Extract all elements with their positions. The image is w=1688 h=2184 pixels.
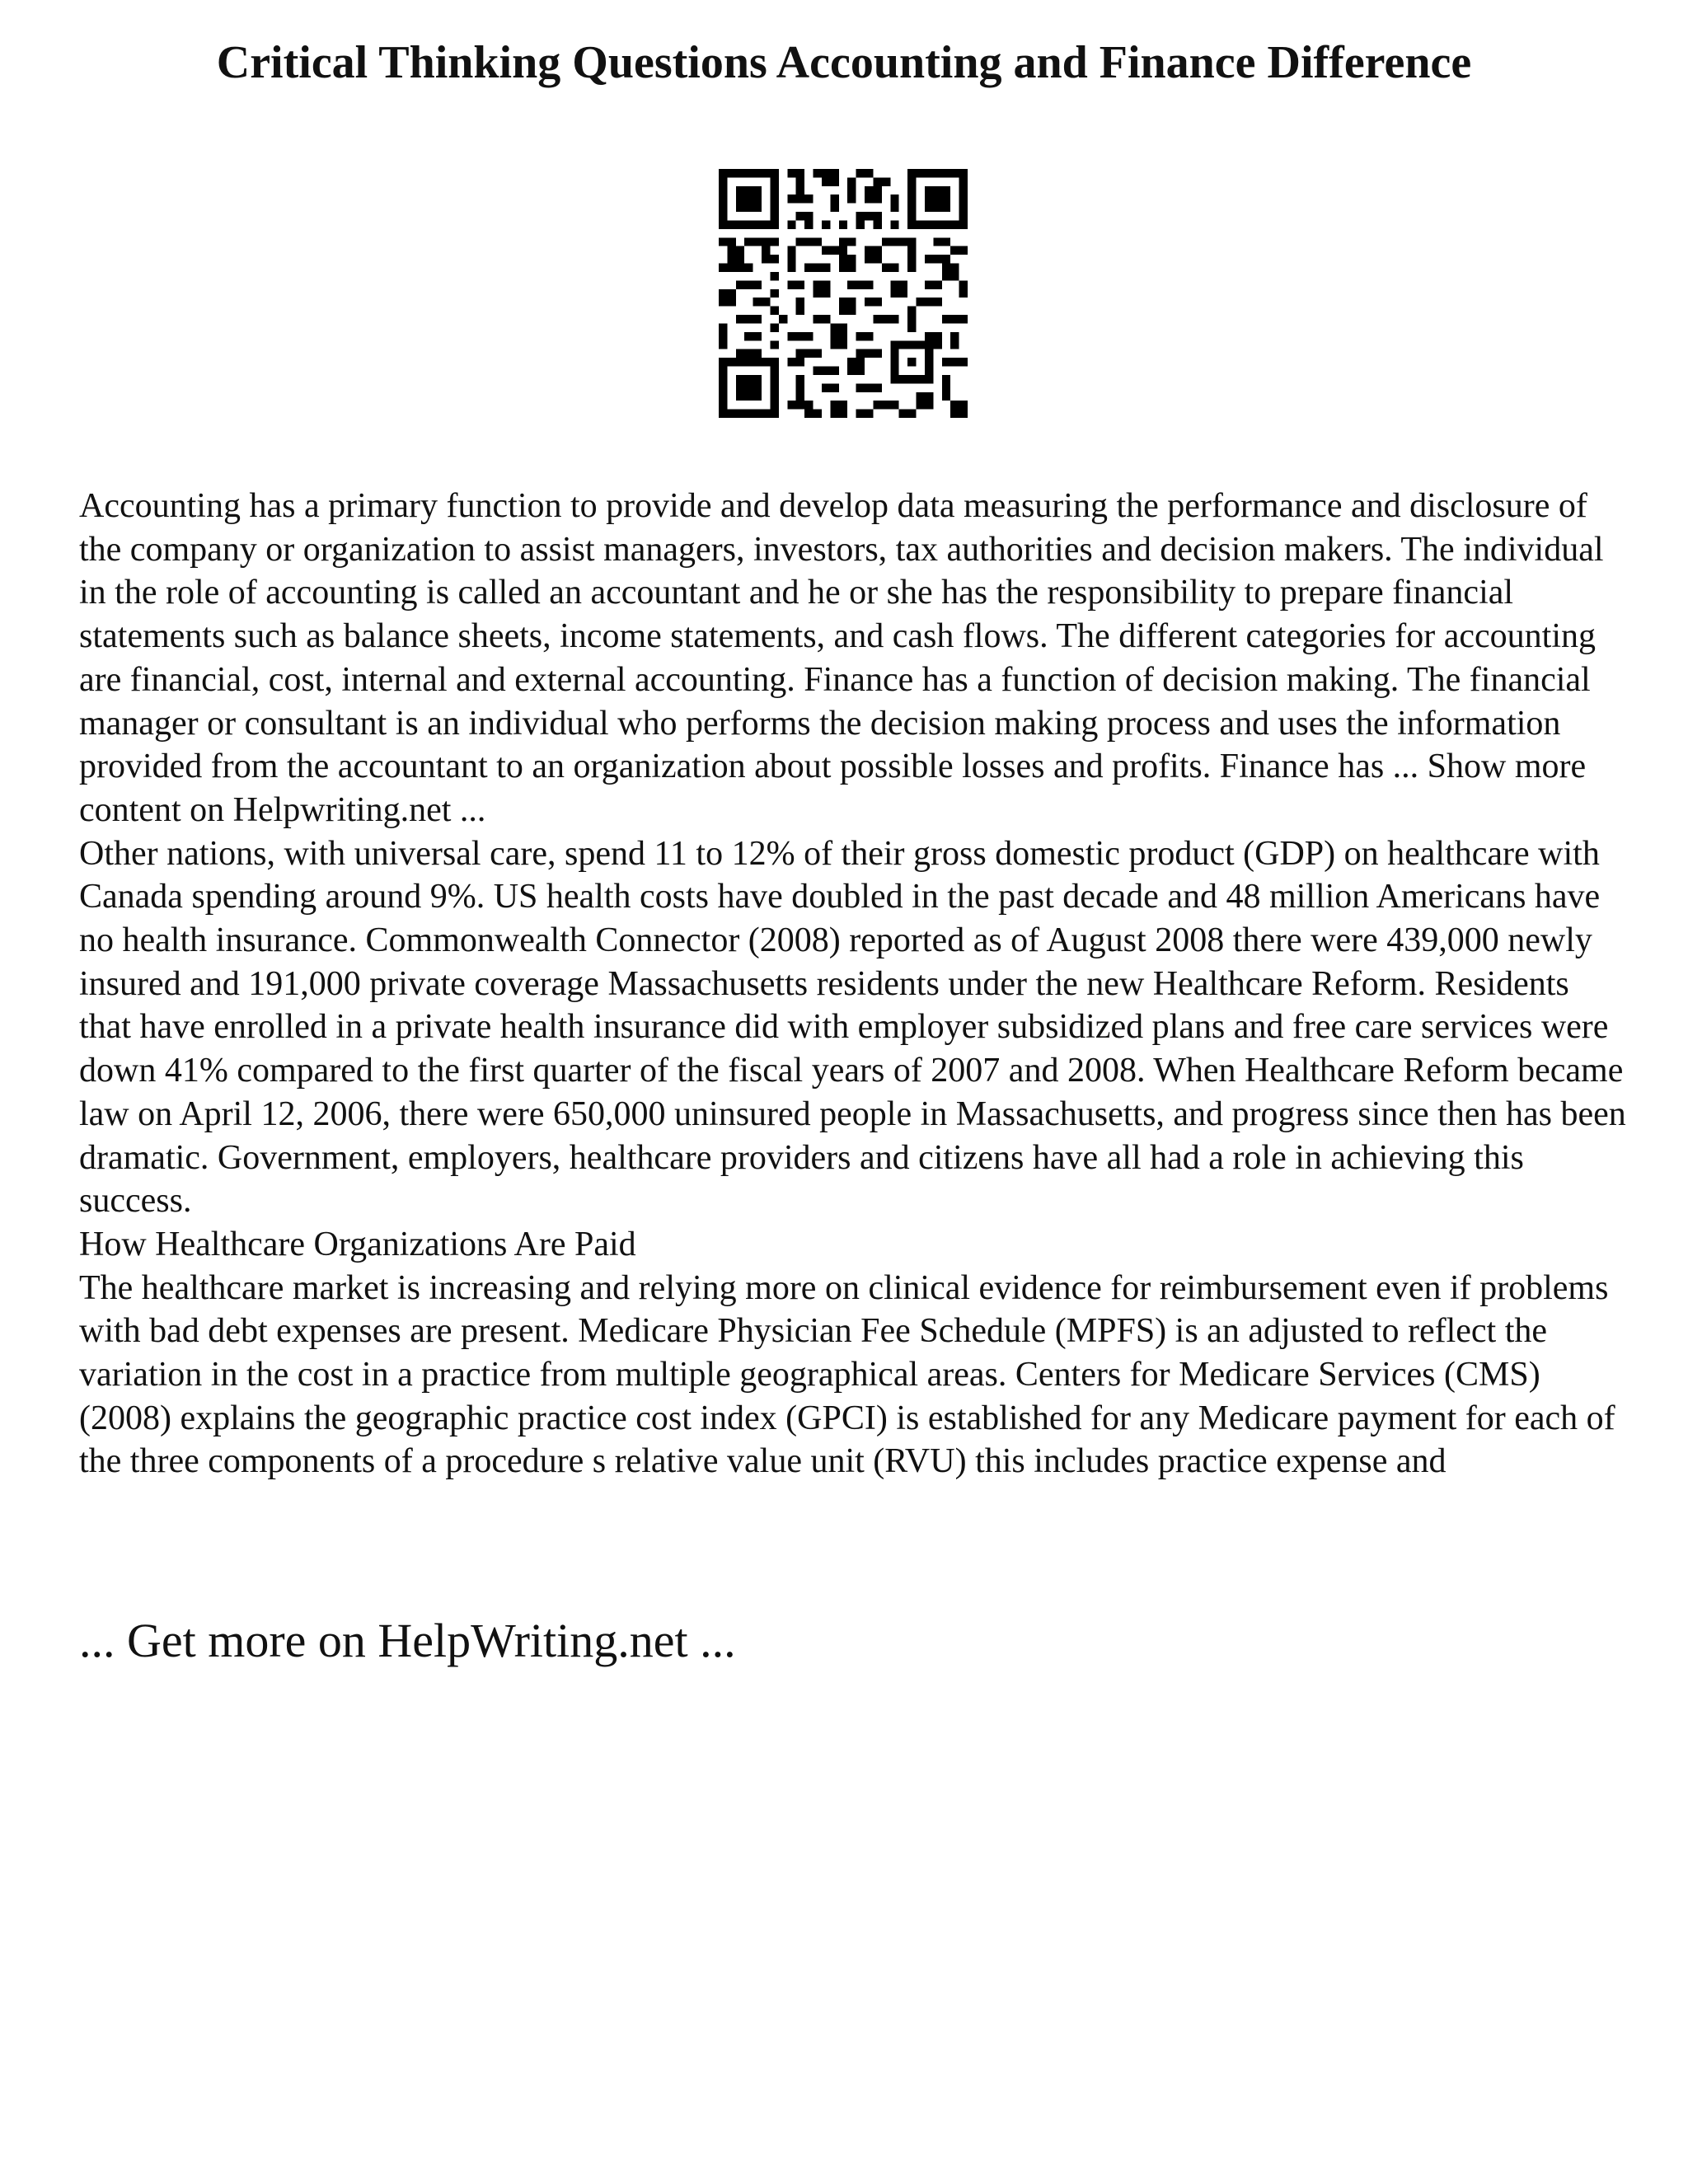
section-heading: How Healthcare Organizations Are Paid [79,1225,636,1263]
body-text [79,485,1629,1483]
paragraph-accounting: Accounting has a primary function to provide and develop data measuring the performance and disclosure of the company or organization to assist managers, investors, tax authorities and decision makers. The individual in the role of accounting is called an accountant and he or she has the responsibility to prepare financial statements such as balance sheets, income statements, and cash flows. The different categories for accounting are financial, cost, internal and external accounting. Finance has a function of decision making. The financial manager or consultant is an individual who performs the decision making process and uses the information provided from the accountant to an organization about possible losses and profits. Finance has ... Show more content on Helpwriting.net ... [79,487,1604,829]
paragraph-healthcare-costs: Other nations, with universal care, spend 11 to 12% of their gross domestic product (GDP) on healthcare with Canada spending around 9%. US health costs have doubled in the past decade and 48 million Americans have no health insurance. Commonwealth Connector (2008) reported as of August 2008 there were 439,000 newly insured and 191,000 private coverage Massachusetts residents under the new Healthcare Reform. Residents that have enrolled in a private health insurance did with employer subsidized plans and free care services were down 41% compared to the first quarter of the fiscal years of 2007 and 2008. When Healthcare Reform became law on April 12, 2006, there were 650,000 uninsured people in Massachusetts, and progress since then has been dramatic. Government, employers, healthcare providers and citizens have all had a role in achieving this success. [79,834,1626,1221]
qr-code-icon [719,169,968,418]
page-title: Critical Thinking Questions Accounting and Finance Difference [216,37,1472,88]
paragraph-healthcare-payment: The healthcare market is increasing and relying more on clinical evidence for reimbursement even if problems with bad debt expenses are present. Medicare Physician Fee Schedule (MPFS) is an adjusted to reflect the variation in the cost in a practice from multiple geographical areas. Centers for Medicare Services (CMS) (2008) explains the geographic practice cost index (GPCI) is established for any Medicare payment for each of the three components of a procedure s relative value unit (RVU) this includes practice expense and [79,1268,1615,1481]
get-more-link[interactable]: ... Get more on HelpWriting.net ... [79,1614,736,1667]
